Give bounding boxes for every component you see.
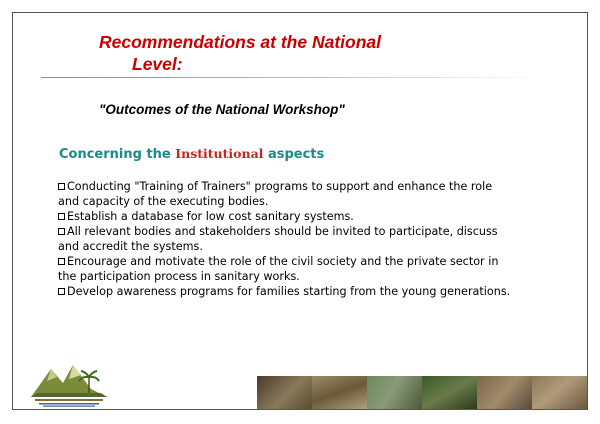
list-item-text: Establish a database for low cost sanitary systems. — [67, 210, 354, 223]
list-item-text: Encourage and motivate the role of the civil society and the private sector in — [67, 255, 499, 268]
checkbox-bullet-icon — [58, 288, 65, 295]
list-item-text-cont: and accredit the systems. — [58, 240, 203, 253]
list-item — [58, 179, 578, 209]
slide-subtitle: "Outcomes of the National Workshop" — [99, 102, 345, 117]
list-item — [58, 254, 578, 284]
photo-thumbnail-icon — [477, 376, 532, 409]
list-item — [58, 284, 578, 299]
section-heading-prefix: Concerning the — [59, 147, 176, 162]
slide-title — [99, 31, 381, 75]
title-divider — [41, 77, 541, 78]
photo-thumbnail-icon — [422, 376, 477, 409]
list-item-text-cont: the participation process in sanitary works. — [58, 270, 300, 283]
checkbox-bullet-icon — [58, 213, 65, 220]
list-item-text-cont: and capacity of the executing bodies. — [58, 195, 269, 208]
section-heading-suffix: aspects — [263, 147, 325, 162]
list-item-text: Develop awareness programs for families starting from the young generations. — [67, 285, 511, 298]
photo-thumbnail-icon — [257, 376, 312, 409]
list-item-text: Conducting "Training of Trainers" programs to support and enhance the role — [67, 180, 493, 193]
section-heading-highlight: Institutional — [175, 146, 264, 161]
list-item-text: All relevant bodies and stakeholders should be invited to participate, discuss — [67, 225, 498, 238]
slide-title-line2: Level: — [132, 54, 183, 74]
section-heading — [59, 146, 324, 162]
photo-thumbnail-icon — [367, 376, 422, 409]
photo-strip-icon — [257, 376, 587, 409]
checkbox-bullet-icon — [58, 258, 65, 265]
photo-thumbnail-icon — [532, 376, 587, 409]
checkbox-bullet-icon — [58, 228, 65, 235]
recommendation-list — [58, 179, 578, 299]
checkbox-bullet-icon — [58, 183, 65, 190]
slide-title-line1: Recommendations at the National — [99, 32, 381, 52]
mountain-palm-logo-icon — [29, 359, 109, 407]
list-item — [58, 224, 578, 254]
slide — [12, 12, 588, 410]
photo-thumbnail-icon — [312, 376, 367, 409]
list-item — [58, 209, 578, 224]
